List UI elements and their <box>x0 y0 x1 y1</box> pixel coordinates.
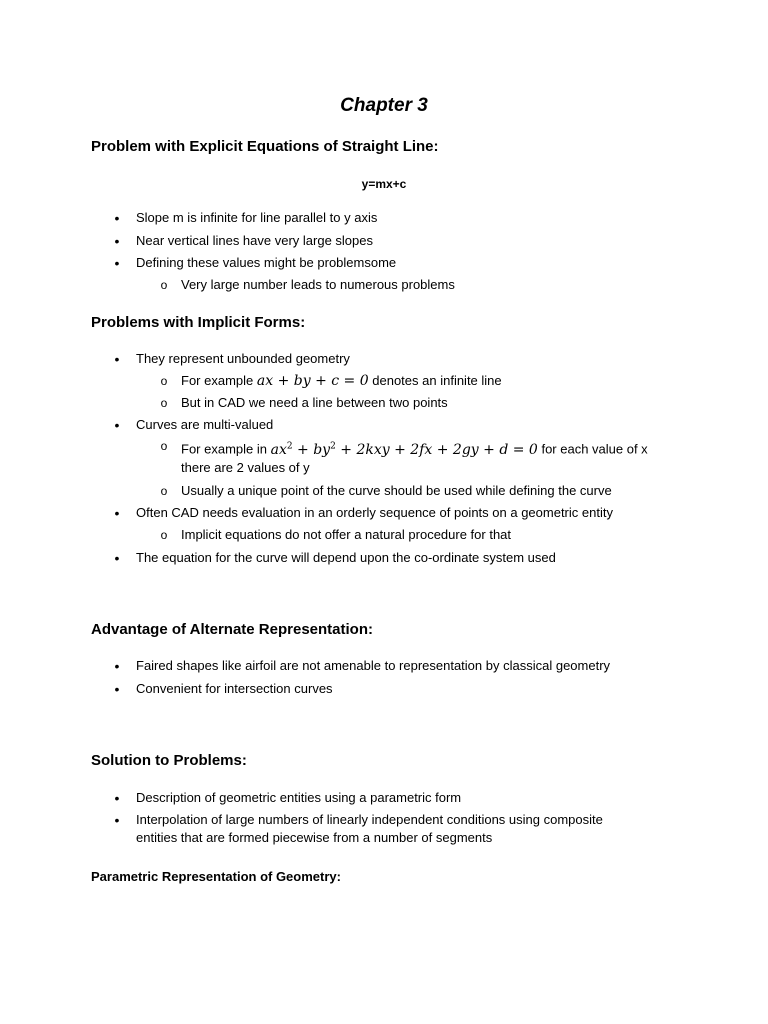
list-item <box>114 254 397 272</box>
bullet-marker: • <box>114 790 120 806</box>
list-item-text: They represent unbounded geometry <box>136 351 350 366</box>
sub-bullet-marker: o <box>160 484 168 498</box>
bullet-marker: • <box>114 210 120 226</box>
bullet-marker: • <box>114 550 120 566</box>
list-item-text: Description of geometric entities using a parametric form <box>136 790 462 805</box>
sub-bullet-marker: o <box>160 396 168 410</box>
list-item-text: Near vertical lines have very large slopes <box>136 233 373 248</box>
sub-list-item <box>160 437 648 477</box>
list-item <box>114 504 613 522</box>
equation-line: y=mx+c <box>361 177 407 191</box>
list-item <box>114 232 373 250</box>
list-item-text: Convenient for intersection curves <box>136 681 333 696</box>
list-item-text: Defining these values might be problemsome <box>136 255 397 270</box>
sub-list-item <box>160 526 512 544</box>
bullet-marker: • <box>114 812 120 828</box>
math-expression-conic: $ax^2 + by^2 + 2kxy + 2fx + 2gy + d = 0$ <box>270 441 538 458</box>
list-item-text: For example <box>181 373 254 388</box>
list-item <box>114 350 350 368</box>
list-item <box>114 209 378 227</box>
list-item-text: Faired shapes like airfoil are not amenable to representation by classical geometry <box>136 658 611 673</box>
list-item-continuation: there are 2 values of y <box>181 459 310 475</box>
bullet-marker: • <box>114 658 120 674</box>
bullet-marker: • <box>114 505 120 521</box>
list-item-text: But in CAD we need a line between two points <box>181 395 448 410</box>
sub-list-item <box>160 394 448 412</box>
list-item-text: Curves are multi-valued <box>136 417 274 432</box>
list-item-text: Interpolation of large numbers of linearly independent conditions using composite <box>136 812 603 827</box>
list-item-text: Often CAD needs evaluation in an orderly sequence of points on a geometric entity <box>136 505 613 520</box>
math-expression: ax + by + c = 0 <box>256 373 369 389</box>
list-item-text: Usually a unique point of the curve should be used while defining the curve <box>181 483 612 498</box>
list-item-text: Slope m is infinite for line parallel to y axis <box>136 210 378 225</box>
heading-parametric: Parametric Representation of Geometry: <box>91 869 341 884</box>
list-item <box>114 811 603 847</box>
sub-bullet-marker: o <box>160 528 168 542</box>
list-item-text: For example in <box>181 441 267 457</box>
sub-list-item <box>160 276 455 294</box>
sub-list-item <box>160 372 502 390</box>
list-item <box>114 680 333 698</box>
list-item <box>114 657 611 675</box>
list-item <box>114 416 274 434</box>
bullet-marker: • <box>114 417 120 433</box>
heading-explicit-equations: Problem with Explicit Equations of Straight Line: <box>91 138 439 155</box>
list-item-text: Very large number leads to numerous problems <box>181 277 455 292</box>
list-item <box>114 549 556 567</box>
sub-bullet-marker: o <box>160 439 168 453</box>
sub-list-item <box>160 482 612 500</box>
heading-implicit-forms: Problems with Implicit Forms: <box>91 314 306 331</box>
list-item-text: for each value of x <box>541 441 648 457</box>
bullet-marker: • <box>114 233 120 249</box>
chapter-title: Chapter 3 <box>340 95 428 116</box>
bullet-marker: • <box>114 681 120 697</box>
heading-solution: Solution to Problems: <box>91 752 247 769</box>
list-item <box>114 789 462 807</box>
bullet-marker: • <box>114 255 120 271</box>
sub-bullet-marker: o <box>160 374 168 388</box>
list-item-text: Implicit equations do not offer a natural procedure for that <box>181 527 512 542</box>
sub-bullet-marker: o <box>160 278 168 292</box>
list-item-text: denotes an infinite line <box>372 373 502 388</box>
bullet-marker: • <box>114 351 120 367</box>
heading-advantage: Advantage of Alternate Representation: <box>91 621 373 638</box>
list-item-text: The equation for the curve will depend upon the co-ordinate system used <box>136 550 556 565</box>
list-item-continuation: entities that are formed piecewise from a number of segments <box>136 830 493 845</box>
